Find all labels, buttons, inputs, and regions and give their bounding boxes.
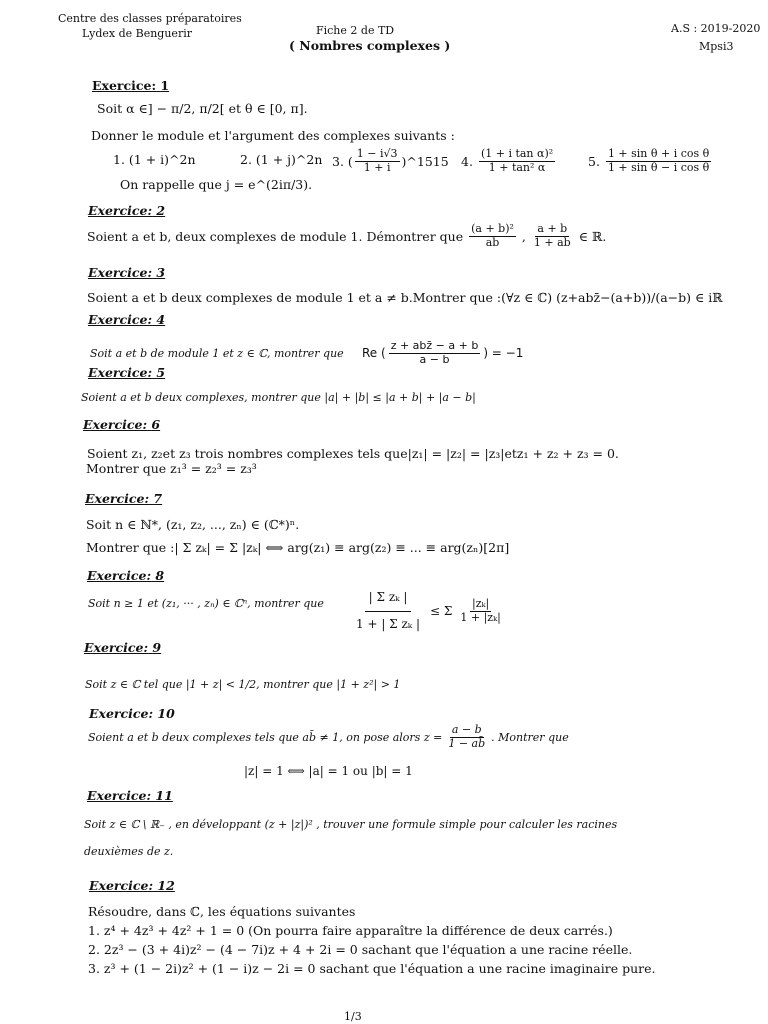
page-title: ( Nombres complexes ) (289, 38, 451, 53)
class-label: Mpsi3 (699, 40, 734, 53)
ex10-statement: Soient a et b deux complexes tels que ab̄ ≠ 1, on pose alors z = $\frac{a - b}{1 - ab̄}$ . Montrer que (88, 723, 569, 750)
ex8-rhs-fraction: $\frac{\text{|zₖ|}}{\text{1 + |zₖ|}}$ (460, 597, 501, 624)
ex1-item-5-fraction: $\frac{\text{1 + sin θ + i cos θ}}{\text{1 + sin θ − i cos θ}}$ (607, 147, 710, 174)
ex4-heading: Exercice: 4 (88, 312, 166, 327)
ex12-heading: Exercice: 12 (89, 878, 175, 893)
ex1-intro: Donner le module et l'argument des complexes suivants : (91, 128, 455, 143)
ex2-heading: Exercice: 2 (88, 203, 166, 218)
ex12-equation-2: 2. 2z³ − (3 + 4i)z² − (4 − 7i)z + 4 + 2i = 0 sachant que l'équation a une racine réelle. (88, 942, 633, 957)
ex2-fraction-2: $\frac{a + b}{1 + ab}$ (533, 222, 571, 249)
ex5-statement: Soient a et b deux complexes, montrer que |a| + |b| ≤ |a + b| + |a − b| (81, 391, 476, 404)
ex6-heading: Exercice: 6 (83, 417, 161, 432)
ex6-line-1: Soient z₁, z₂et z₃ trois nombres complexes tels que|z₁| = |z₂| = |z₃|etz₁ + z₂ + z₃ = 0. (87, 446, 619, 461)
ex10-formula: |z| = 1 ⟺ |a| = 1 ou |b| = 1 (244, 764, 413, 778)
ex4-formula: Re ( $\frac{\text{z + abz̄ − a + b}}{a - b}$ ) = −1 (362, 339, 524, 366)
ex11-line-2: deuxièmes de z. (84, 845, 174, 858)
ex10-heading: Exercice: 10 (89, 706, 175, 721)
ex11-heading: Exercice: 11 (87, 788, 173, 803)
school-year: A.S : 2019-2020 (671, 22, 761, 35)
ex6-line-2: Montrer que z₁³ = z₂³ = z₃³ (86, 461, 257, 476)
ex9-statement: Soit z ∈ ℂ tel que |1 + z| < 1/2, montrer que |1 + z²| > 1 (85, 678, 401, 691)
ex1-recall: On rappelle que j = e^(2iπ/3). (120, 177, 313, 192)
ex8-fraction: $\frac{\text{| Σ zₖ |}}{\text{1 + | Σ zₖ |}}$ (352, 585, 424, 638)
ex1-item-3: 3. ( $\frac{1 - i√3}{1 + i}$ )^1515 (332, 147, 449, 174)
ex7-line-2: Montrer que :| Σ zₖ| = Σ |zₖ| ⟺ arg(z₁) ≡ arg(z₂) ≡ ... ≡ arg(zₙ)[2π] (86, 540, 510, 555)
ex12-equation-3: 3. z³ + (1 − 2i)z² + (1 − i)z − 2i = 0 sachant que l'équation a une racine imaginaire pure. (88, 961, 656, 976)
ex1-item-5: 5. $\frac{\text{1 + sin θ + i cos θ}}{\text{1 + sin θ − i cos θ}}$ (588, 147, 710, 174)
ex12-intro: Résoudre, dans ℂ, les équations suivantes (88, 904, 356, 919)
ex1-heading: Exercice: 1 (92, 78, 170, 93)
ex10-fraction: $\frac{a - b}{1 - ab̄}$ (448, 723, 486, 750)
ex5-heading: Exercice: 5 (88, 365, 166, 380)
ex8-formula: $\frac{\text{| Σ zₖ |}}{\text{1 + | Σ zₖ |}}$ ≤ Σ $\frac{\text{|zₖ|}}{\text{1 + |zₖ|}}$ (352, 585, 503, 638)
ex2-statement: Soient a et b, deux complexes de module 1. Démontrer que $\frac{\text{(a + b)²}}{ab}$ , $\frac{a + b}{1 + ab}$ ∈ ℝ. (87, 222, 607, 249)
ex2-fraction-1: $\frac{\text{(a + b)²}}{ab}$ (471, 222, 514, 249)
ex1-item-4: 4. $\frac{\text{(1 + i tan α)²}}{\text{1 + tan² α}}$ (461, 147, 554, 174)
ex3-heading: Exercice: 3 (88, 265, 166, 280)
ex1-item-2: 2. (1 + j)^2n (240, 152, 323, 167)
ex7-heading: Exercice: 7 (85, 491, 163, 506)
ex11-line-1: Soit z ∈ ℂ \ ℝ₋ , en développant (z + |z|)² , trouver une formule simple pour calculer les racines (84, 818, 618, 831)
ex9-heading: Exercice: 9 (84, 640, 162, 655)
school-line-1: Centre des classes préparatoires (58, 12, 242, 25)
ex1-item-4-fraction: $\frac{\text{(1 + i tan α)²}}{\text{1 + tan² α}}$ (480, 147, 554, 174)
ex1-item-3-fraction: $\frac{1 - i√3}{1 + i}$ (356, 147, 398, 174)
ex8-statement: Soit n ≥ 1 et (z₁, ··· , zₙ) ∈ ℂⁿ, montrer que (88, 597, 324, 610)
ex4-statement: Soit a et b de module 1 et z ∈ ℂ, montrer que (90, 347, 344, 360)
ex1-item-1: 1. (1 + i)^2n (113, 152, 196, 167)
sheet-label: Fiche 2 de TD (316, 24, 395, 37)
ex3-statement: Soient a et b deux complexes de module 1 et a ≠ b.Montrer que :(∀z ∈ ℂ) (z+abz̄−(a+b))/(a−b) ∈ iℝ (87, 290, 723, 305)
school-line-2: Lydex de Benguerir (82, 27, 192, 40)
ex4-fraction: $\frac{\text{z + abz̄ − a + b}}{a - b}$ (390, 339, 479, 366)
page-number: 1/3 (344, 1010, 362, 1023)
ex7-line-1: Soit n ∈ ℕ*, (z₁, z₂, ..., zₙ) ∈ (ℂ*)ⁿ. (86, 517, 300, 532)
ex8-heading: Exercice: 8 (87, 568, 165, 583)
ex12-equation-1: 1. z⁴ + 4z³ + 4z² + 1 = 0 (On pourra faire apparaître la différence de deux carrés.) (88, 923, 613, 938)
ex1-hypothesis: Soit α ∈] − π/2, π/2[ et θ ∈ [0, π]. (97, 101, 308, 116)
